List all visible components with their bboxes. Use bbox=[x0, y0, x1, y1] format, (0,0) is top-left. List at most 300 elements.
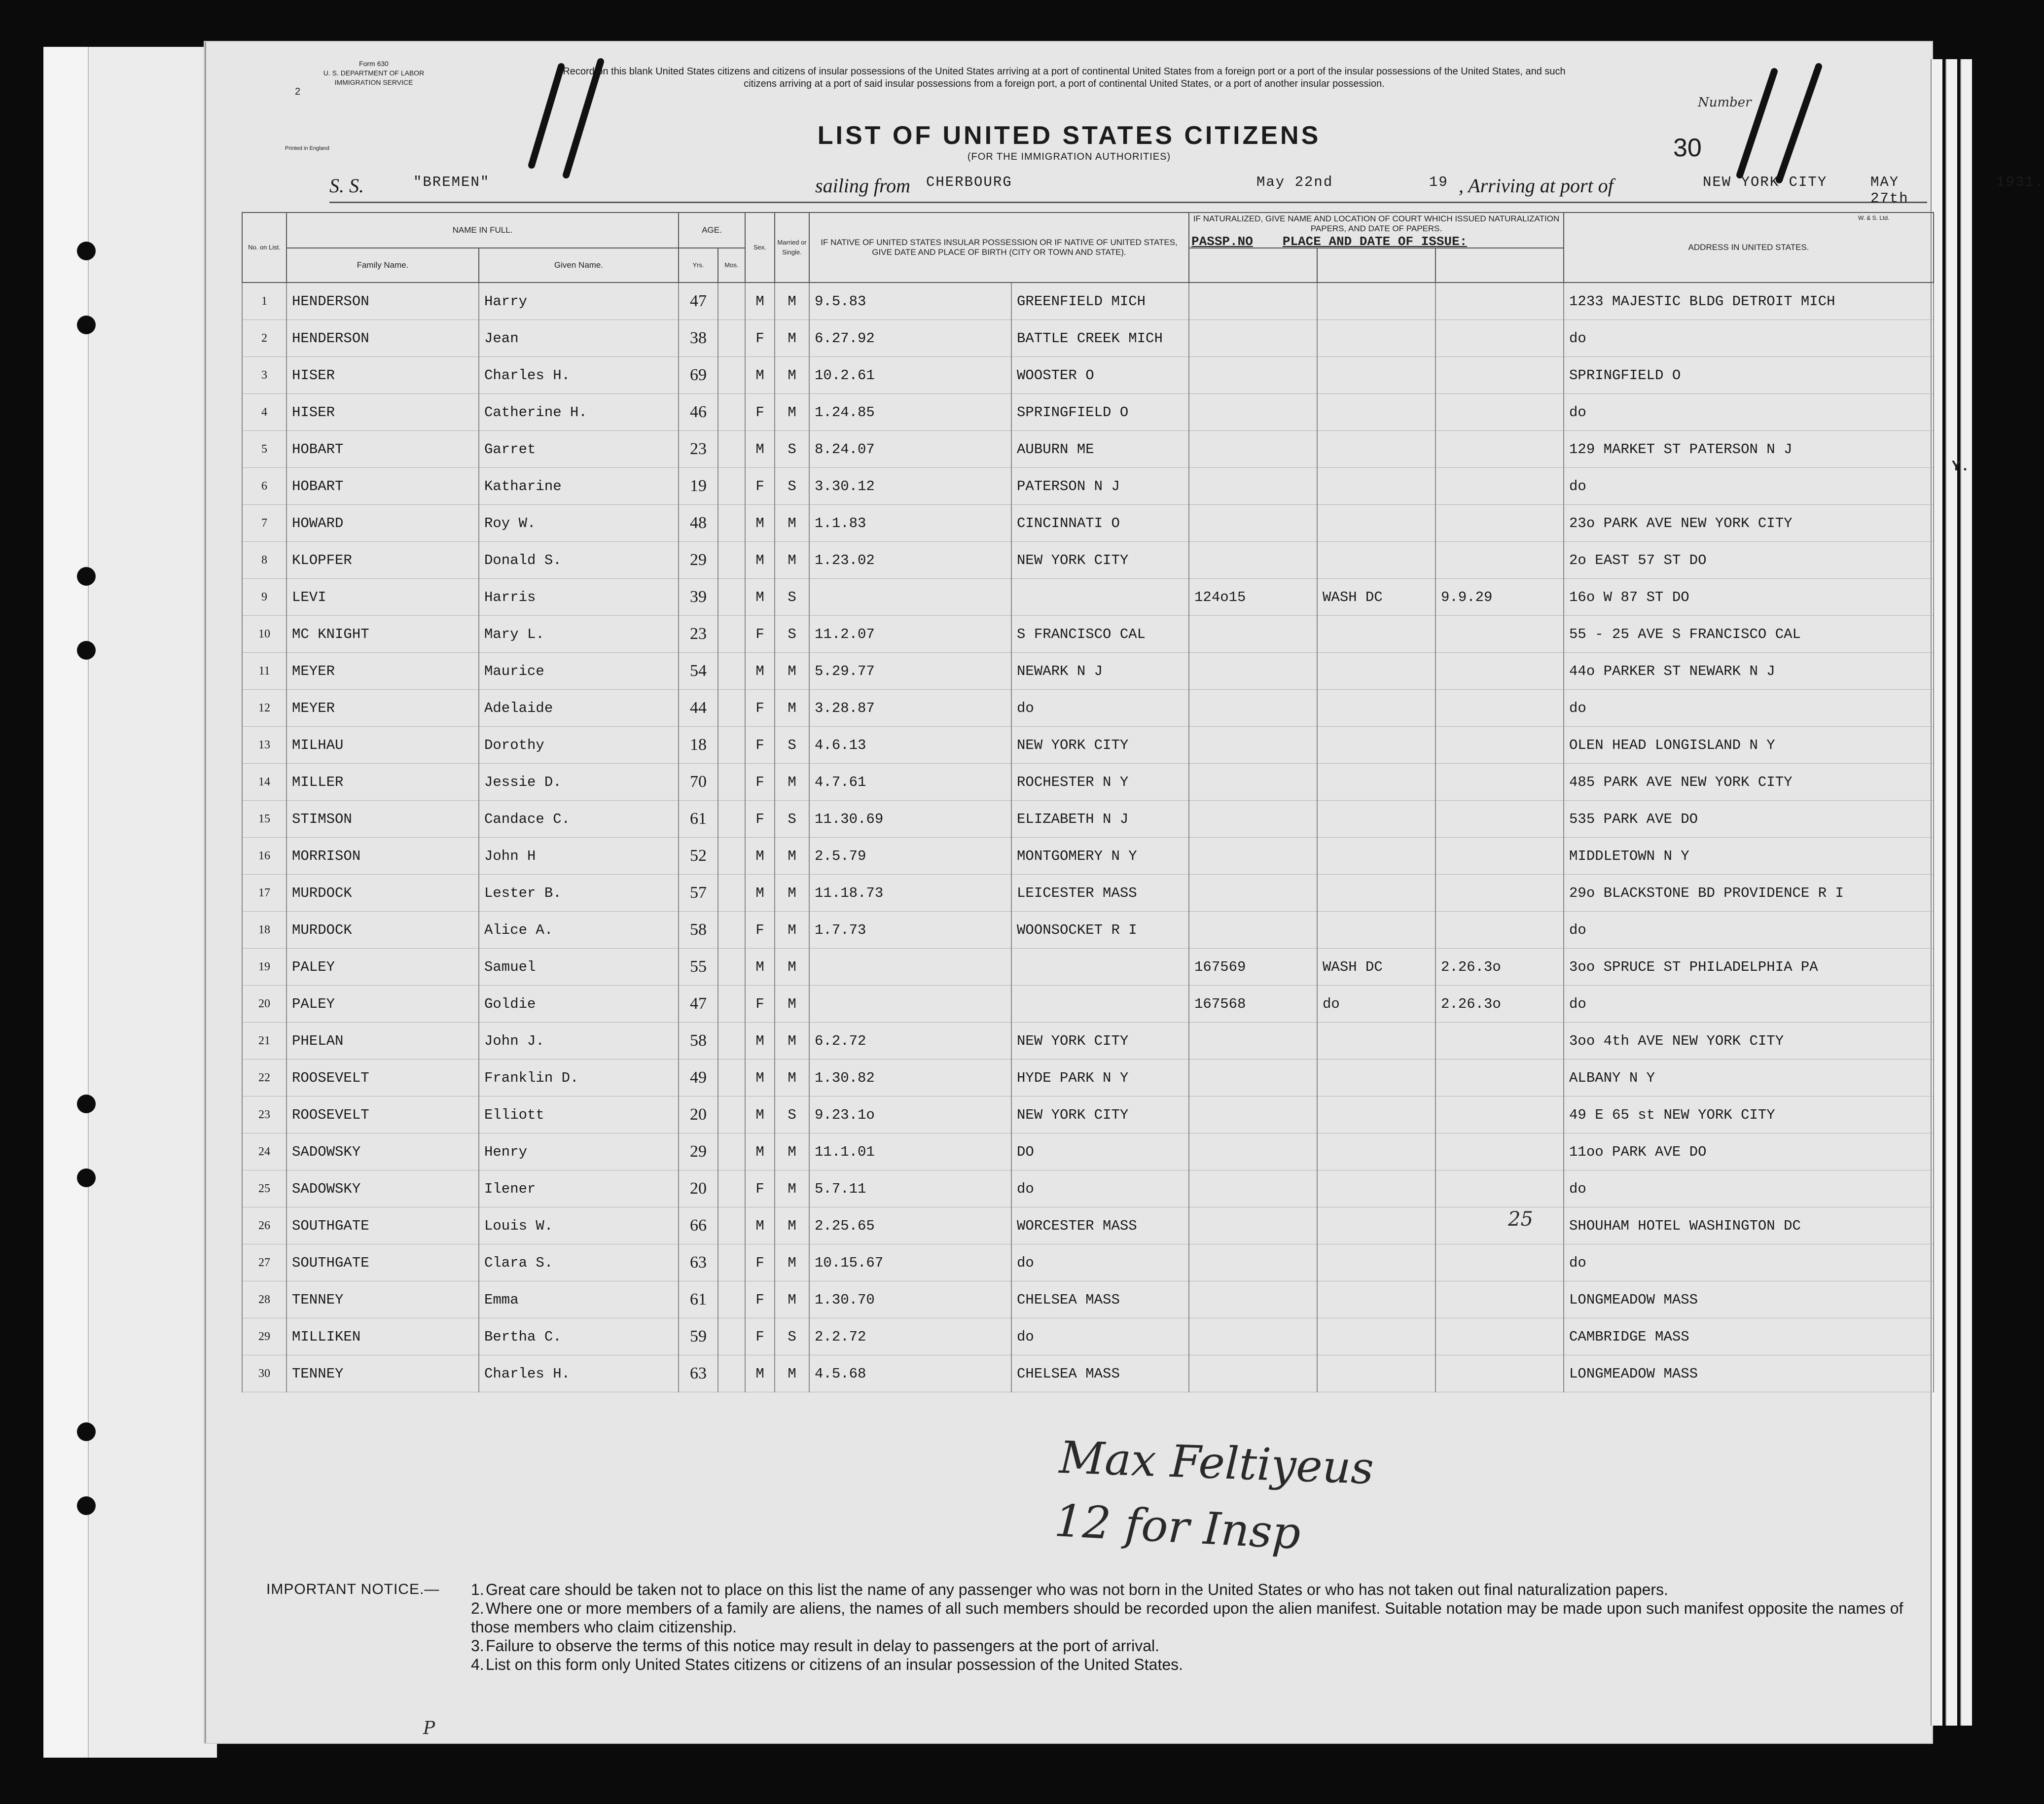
notice-item-text: List on this form only United States citizens or citizens of an insular possession of the United States. bbox=[486, 1656, 1183, 1673]
birth-place: GREENFIELD MICH bbox=[1011, 283, 1189, 320]
page-edge bbox=[1960, 59, 1972, 1726]
birth-date bbox=[809, 579, 1011, 616]
row-number: 3 bbox=[242, 357, 287, 394]
age-months bbox=[718, 764, 745, 801]
address: 16o W 87 ST DO bbox=[1564, 579, 1934, 616]
passport-number bbox=[1189, 1355, 1317, 1392]
table-row bbox=[242, 1170, 1934, 1207]
passport-number bbox=[1189, 394, 1317, 431]
sex: M bbox=[745, 838, 775, 875]
sex: F bbox=[745, 801, 775, 838]
age-years: 23 bbox=[679, 431, 718, 468]
birth-place bbox=[1011, 986, 1189, 1023]
birth-date: 9.5.83 bbox=[809, 283, 1011, 320]
punch-hole bbox=[77, 567, 96, 586]
age-months bbox=[718, 912, 745, 949]
given-name: Charles H. bbox=[479, 1355, 679, 1392]
address: do bbox=[1564, 320, 1934, 357]
age-years: 57 bbox=[679, 875, 718, 912]
row-number: 22 bbox=[242, 1060, 287, 1097]
marital-status: M bbox=[775, 357, 809, 394]
issue-place bbox=[1317, 1060, 1435, 1097]
sex: M bbox=[745, 1097, 775, 1133]
passport-number bbox=[1189, 283, 1317, 320]
given-name: John J. bbox=[479, 1023, 679, 1060]
table-row bbox=[242, 431, 1934, 468]
form-service: IMMIGRATION SERVICE bbox=[334, 78, 413, 86]
sex: M bbox=[745, 1060, 775, 1097]
row-number: 1 bbox=[242, 283, 287, 320]
list-number: 30 bbox=[1673, 134, 1702, 162]
age-months bbox=[718, 838, 745, 875]
address: 3oo SPRUCE ST PHILADELPHIA PA bbox=[1564, 949, 1934, 986]
marital-status: M bbox=[775, 764, 809, 801]
row-number: 12 bbox=[242, 690, 287, 727]
issue-date bbox=[1435, 1060, 1564, 1097]
row-number: 9 bbox=[242, 579, 287, 616]
birth-place: NEWARK N J bbox=[1011, 653, 1189, 690]
birth-date bbox=[809, 986, 1011, 1023]
handwritten-eleven-left bbox=[502, 52, 630, 180]
address: do bbox=[1564, 912, 1934, 949]
sex: F bbox=[745, 690, 775, 727]
passport-number bbox=[1189, 1097, 1317, 1133]
given-name: Bertha C. bbox=[479, 1318, 679, 1355]
marital-status: S bbox=[775, 1318, 809, 1355]
passport-number bbox=[1189, 764, 1317, 801]
age-years: 20 bbox=[679, 1097, 718, 1133]
sex: F bbox=[745, 1318, 775, 1355]
family-name: TENNEY bbox=[287, 1281, 479, 1318]
birth-date: 11.18.73 bbox=[809, 875, 1011, 912]
age-months bbox=[718, 727, 745, 764]
age-years: 66 bbox=[679, 1207, 718, 1244]
family-name: HISER bbox=[287, 357, 479, 394]
issue-date bbox=[1435, 912, 1564, 949]
family-name: MILHAU bbox=[287, 727, 479, 764]
given-name: Maurice bbox=[479, 653, 679, 690]
age-months bbox=[718, 1281, 745, 1318]
marital-status: M bbox=[775, 1170, 809, 1207]
birth-place: BATTLE CREEK MICH bbox=[1011, 320, 1189, 357]
marital-status: S bbox=[775, 431, 809, 468]
family-name: HENDERSON bbox=[287, 283, 479, 320]
birth-place: do bbox=[1011, 690, 1189, 727]
birth-place: DO bbox=[1011, 1133, 1189, 1170]
notice-item bbox=[471, 1580, 1921, 1599]
row-number: 23 bbox=[242, 1097, 287, 1133]
family-name: MILLIKEN bbox=[287, 1318, 479, 1355]
punch-hole bbox=[77, 1168, 96, 1187]
age-years: 69 bbox=[679, 357, 718, 394]
family-name: SOUTHGATE bbox=[287, 1207, 479, 1244]
row-number: 25 bbox=[242, 1170, 287, 1207]
given-name: Catherine H. bbox=[479, 394, 679, 431]
marital-status: M bbox=[775, 1023, 809, 1060]
age-years: 61 bbox=[679, 801, 718, 838]
col-married: Married or Single. bbox=[775, 212, 809, 283]
birth-place: NEW YORK CITY bbox=[1011, 1023, 1189, 1060]
family-name: STIMSON bbox=[287, 801, 479, 838]
family-name: HOWARD bbox=[287, 505, 479, 542]
sex: M bbox=[745, 357, 775, 394]
age-months bbox=[718, 1355, 745, 1392]
table-row bbox=[242, 690, 1934, 727]
notice-item bbox=[471, 1636, 1921, 1655]
col-sex: Sex. bbox=[745, 212, 775, 283]
given-name: Elliott bbox=[479, 1097, 679, 1133]
age-years: 52 bbox=[679, 838, 718, 875]
issue-date bbox=[1435, 1281, 1564, 1318]
given-name: Henry bbox=[479, 1133, 679, 1170]
birth-place: WORCESTER MASS bbox=[1011, 1207, 1189, 1244]
age-months bbox=[718, 1060, 745, 1097]
place-date-issue-label: PLACE AND DATE OF ISSUE: bbox=[1282, 234, 1468, 249]
issue-place bbox=[1317, 801, 1435, 838]
given-name: Garret bbox=[479, 431, 679, 468]
sex: M bbox=[745, 431, 775, 468]
family-name: HOBART bbox=[287, 468, 479, 505]
age-years: 23 bbox=[679, 616, 718, 653]
row-number: 20 bbox=[242, 986, 287, 1023]
address: 49 E 65 st NEW YORK CITY bbox=[1564, 1097, 1934, 1133]
birth-place: ELIZABETH N J bbox=[1011, 801, 1189, 838]
given-name: Jean bbox=[479, 320, 679, 357]
sex: F bbox=[745, 727, 775, 764]
birth-date: 3.30.12 bbox=[809, 468, 1011, 505]
sex: M bbox=[745, 949, 775, 986]
passport-number bbox=[1189, 542, 1317, 579]
sex: M bbox=[745, 579, 775, 616]
issue-place bbox=[1317, 838, 1435, 875]
table-row bbox=[242, 949, 1934, 986]
birth-place bbox=[1011, 579, 1189, 616]
printer-mark: W. & S. Ltd. bbox=[1858, 214, 1890, 221]
sex: F bbox=[745, 986, 775, 1023]
given-name: John H bbox=[479, 838, 679, 875]
issue-date bbox=[1435, 727, 1564, 764]
age-months bbox=[718, 1097, 745, 1133]
address: 44o PARKER ST NEWARK N J bbox=[1564, 653, 1934, 690]
issue-date bbox=[1435, 764, 1564, 801]
ss-label: S. S. bbox=[329, 175, 364, 197]
notice-item bbox=[471, 1655, 1921, 1674]
given-name: Alice A. bbox=[479, 912, 679, 949]
passport-number bbox=[1189, 912, 1317, 949]
passport-number bbox=[1189, 1207, 1317, 1244]
table-row bbox=[242, 1318, 1934, 1355]
family-name: MORRISON bbox=[287, 838, 479, 875]
row-number: 29 bbox=[242, 1318, 287, 1355]
col-age: AGE. bbox=[679, 212, 745, 248]
col-given-name: Given Name. bbox=[479, 248, 679, 283]
given-name: Dorothy bbox=[479, 727, 679, 764]
family-name: ROOSEVELT bbox=[287, 1097, 479, 1133]
row-number: 30 bbox=[242, 1355, 287, 1392]
birth-place: NEW YORK CITY bbox=[1011, 1097, 1189, 1133]
issue-date bbox=[1435, 1023, 1564, 1060]
marital-status: M bbox=[775, 949, 809, 986]
record-instructions: Record on this blank United States citizens and citizens of insular possessions of the United States arriving at a port of continental United States from a foreign port or a port of the insular possessions of the United States, and such citizens arriving at a port of said insular possessions from a foreign port, a port of continental United States, or a port of another insular possession. bbox=[563, 66, 1566, 89]
birth-date: 4.7.61 bbox=[809, 764, 1011, 801]
manifest-table-wrap bbox=[242, 212, 1933, 1392]
birth-date: 8.24.07 bbox=[809, 431, 1011, 468]
marital-status: M bbox=[775, 320, 809, 357]
issue-place bbox=[1317, 542, 1435, 579]
birth-date: 2.2.72 bbox=[809, 1318, 1011, 1355]
age-years: 63 bbox=[679, 1355, 718, 1392]
given-name: Harry bbox=[479, 283, 679, 320]
issue-date bbox=[1435, 1244, 1564, 1281]
punch-hole bbox=[77, 641, 96, 660]
family-name: KLOPFER bbox=[287, 542, 479, 579]
issue-place: WASH DC bbox=[1317, 579, 1435, 616]
notice-item-number: 2. bbox=[471, 1599, 484, 1617]
table-row bbox=[242, 727, 1934, 764]
table-row bbox=[242, 653, 1934, 690]
table-row bbox=[242, 616, 1934, 653]
passport-number bbox=[1189, 1244, 1317, 1281]
issue-place bbox=[1317, 1244, 1435, 1281]
notice-item-text: Failure to observe the terms of this notice may result in delay to passengers at the port of arrival. bbox=[486, 1637, 1159, 1655]
birth-date: 6.27.92 bbox=[809, 320, 1011, 357]
marital-status: S bbox=[775, 616, 809, 653]
table-row bbox=[242, 357, 1934, 394]
marital-status: M bbox=[775, 912, 809, 949]
address: do bbox=[1564, 986, 1934, 1023]
form-meta bbox=[285, 59, 463, 97]
birth-date: 1.30.70 bbox=[809, 1281, 1011, 1318]
passport-number bbox=[1189, 1170, 1317, 1207]
age-months bbox=[718, 1170, 745, 1207]
issue-date bbox=[1435, 542, 1564, 579]
issue-place: do bbox=[1317, 986, 1435, 1023]
issue-date bbox=[1435, 801, 1564, 838]
passport-number bbox=[1189, 1023, 1317, 1060]
punch-hole bbox=[77, 1422, 96, 1441]
birth-place: MONTGOMERY N Y bbox=[1011, 838, 1189, 875]
arrival-date: MAY 27th bbox=[1870, 174, 1909, 207]
inspector-signature: Max Feltiyeus bbox=[1058, 1431, 1375, 1495]
passport-number bbox=[1189, 727, 1317, 764]
arrival-year: 1931. bbox=[1996, 174, 2044, 190]
age-years: 63 bbox=[679, 1244, 718, 1281]
birth-date: 2.25.65 bbox=[809, 1207, 1011, 1244]
row-number: 24 bbox=[242, 1133, 287, 1170]
age-years: 19 bbox=[679, 468, 718, 505]
issue-date bbox=[1435, 357, 1564, 394]
row-number: 17 bbox=[242, 875, 287, 912]
marital-status: M bbox=[775, 653, 809, 690]
col-family-name: Family Name. bbox=[287, 248, 479, 283]
row-number: 5 bbox=[242, 431, 287, 468]
issue-place bbox=[1317, 1133, 1435, 1170]
marital-status: S bbox=[775, 801, 809, 838]
issue-date bbox=[1435, 1097, 1564, 1133]
given-name: Ilener bbox=[479, 1170, 679, 1207]
address: 11oo PARK AVE DO bbox=[1564, 1133, 1934, 1170]
table-row bbox=[242, 801, 1934, 838]
table-row bbox=[242, 1207, 1934, 1244]
age-years: 70 bbox=[679, 764, 718, 801]
issue-date bbox=[1435, 1207, 1564, 1244]
birth-date: 11.2.07 bbox=[809, 616, 1011, 653]
passport-number bbox=[1189, 505, 1317, 542]
sex: M bbox=[745, 505, 775, 542]
birth-date: 2.5.79 bbox=[809, 838, 1011, 875]
departure-year: 19 bbox=[1429, 174, 1448, 190]
row-number: 14 bbox=[242, 764, 287, 801]
departure-date: May 22nd bbox=[1256, 174, 1333, 190]
passport-number bbox=[1189, 1281, 1317, 1318]
birth-place: NEW YORK CITY bbox=[1011, 727, 1189, 764]
punch-hole bbox=[77, 1095, 96, 1113]
corner-mark: P bbox=[423, 1718, 435, 1738]
passport-number bbox=[1189, 320, 1317, 357]
marital-status: S bbox=[775, 727, 809, 764]
birth-place: S FRANCISCO CAL bbox=[1011, 616, 1189, 653]
marital-status: S bbox=[775, 1097, 809, 1133]
age-years: 46 bbox=[679, 394, 718, 431]
table-row bbox=[242, 1133, 1934, 1170]
given-name: Mary L. bbox=[479, 616, 679, 653]
issue-place bbox=[1317, 690, 1435, 727]
form-department: U. S. DEPARTMENT OF LABOR bbox=[323, 69, 425, 77]
age-months bbox=[718, 431, 745, 468]
sex: F bbox=[745, 1170, 775, 1207]
voyage-line bbox=[329, 170, 2044, 207]
family-name: HOBART bbox=[287, 431, 479, 468]
age-years: 18 bbox=[679, 727, 718, 764]
birth-date: 4.5.68 bbox=[809, 1355, 1011, 1392]
age-years: 47 bbox=[679, 986, 718, 1023]
age-months bbox=[718, 1023, 745, 1060]
row-number: 6 bbox=[242, 468, 287, 505]
issue-date bbox=[1435, 690, 1564, 727]
issue-date bbox=[1435, 320, 1564, 357]
birth-place: do bbox=[1011, 1170, 1189, 1207]
issue-date bbox=[1435, 468, 1564, 505]
issue-place bbox=[1317, 357, 1435, 394]
marital-status: M bbox=[775, 542, 809, 579]
col-issue-place bbox=[1317, 248, 1435, 283]
sex: F bbox=[745, 616, 775, 653]
row-number: 2 bbox=[242, 320, 287, 357]
address: do bbox=[1564, 1244, 1934, 1281]
family-name: PALEY bbox=[287, 986, 479, 1023]
issue-place bbox=[1317, 1023, 1435, 1060]
inspector-title: 12 for Insp bbox=[1053, 1494, 1302, 1560]
issue-date bbox=[1435, 875, 1564, 912]
birth-date: 4.6.13 bbox=[809, 727, 1011, 764]
age-years: 29 bbox=[679, 542, 718, 579]
birth-place: ROCHESTER N Y bbox=[1011, 764, 1189, 801]
table-row bbox=[242, 283, 1934, 320]
page-edge bbox=[1945, 59, 1957, 1726]
address: MIDDLETOWN N Y bbox=[1564, 838, 1934, 875]
given-name: Jessie D. bbox=[479, 764, 679, 801]
birth-place: HYDE PARK N Y bbox=[1011, 1060, 1189, 1097]
page-title: LIST OF UNITED STATES CITIZENS bbox=[817, 121, 1321, 150]
table-row bbox=[242, 838, 1934, 875]
address: do bbox=[1564, 394, 1934, 431]
notice-lead: IMPORTANT NOTICE.— bbox=[266, 1581, 440, 1597]
age-months bbox=[718, 801, 745, 838]
printed-in: Printed in England bbox=[285, 145, 329, 151]
given-name: Samuel bbox=[479, 949, 679, 986]
passport-number bbox=[1189, 690, 1317, 727]
passport-number bbox=[1189, 801, 1317, 838]
handwritten-eleven-right bbox=[1710, 57, 1848, 185]
birth-date: 6.2.72 bbox=[809, 1023, 1011, 1060]
issue-place bbox=[1317, 320, 1435, 357]
issue-place bbox=[1317, 1170, 1435, 1207]
issue-date bbox=[1435, 431, 1564, 468]
sailing-label: sailing from bbox=[815, 175, 910, 197]
age-years: 44 bbox=[679, 690, 718, 727]
marital-status: M bbox=[775, 1355, 809, 1392]
age-months bbox=[718, 468, 745, 505]
address: SPRINGFIELD O bbox=[1564, 357, 1934, 394]
address: ALBANY N Y bbox=[1564, 1060, 1934, 1097]
family-name: PALEY bbox=[287, 949, 479, 986]
row-number: 4 bbox=[242, 394, 287, 431]
table-row bbox=[242, 1097, 1934, 1133]
address: do bbox=[1564, 468, 1934, 505]
family-name: SADOWSKY bbox=[287, 1170, 479, 1207]
issue-place bbox=[1317, 431, 1435, 468]
issue-date bbox=[1435, 394, 1564, 431]
age-months bbox=[718, 1318, 745, 1355]
issue-date bbox=[1435, 616, 1564, 653]
issue-place bbox=[1317, 1097, 1435, 1133]
row-number: 10 bbox=[242, 616, 287, 653]
marital-status: M bbox=[775, 283, 809, 320]
address: CAMBRIDGE MASS bbox=[1564, 1318, 1934, 1355]
issue-date bbox=[1435, 1355, 1564, 1392]
issue-place: WASH DC bbox=[1317, 949, 1435, 986]
issue-place bbox=[1317, 1281, 1435, 1318]
marital-status: M bbox=[775, 1281, 809, 1318]
sex: M bbox=[745, 1207, 775, 1244]
table-row bbox=[242, 320, 1934, 357]
table-row bbox=[242, 764, 1934, 801]
passport-number bbox=[1189, 616, 1317, 653]
birth-place: SPRINGFIELD O bbox=[1011, 394, 1189, 431]
given-name: Candace C. bbox=[479, 801, 679, 838]
marital-status: M bbox=[775, 838, 809, 875]
family-name: ROOSEVELT bbox=[287, 1060, 479, 1097]
age-months bbox=[718, 579, 745, 616]
age-years: 54 bbox=[679, 653, 718, 690]
sex: M bbox=[745, 283, 775, 320]
issue-date: 2.26.3o bbox=[1435, 949, 1564, 986]
issue-date: 2.26.3o bbox=[1435, 986, 1564, 1023]
table-row bbox=[242, 986, 1934, 1023]
row-number: 26 bbox=[242, 1207, 287, 1244]
given-name: Donald S. bbox=[479, 542, 679, 579]
family-name: MURDOCK bbox=[287, 912, 479, 949]
marital-status: S bbox=[775, 579, 809, 616]
age-years: 29 bbox=[679, 1133, 718, 1170]
issue-place bbox=[1317, 1207, 1435, 1244]
departure-port: CHERBOURG bbox=[926, 174, 1012, 190]
table-row bbox=[242, 542, 1934, 579]
age-months bbox=[718, 357, 745, 394]
age-years: 47 bbox=[679, 283, 718, 320]
passport-number bbox=[1189, 653, 1317, 690]
row-number: 15 bbox=[242, 801, 287, 838]
